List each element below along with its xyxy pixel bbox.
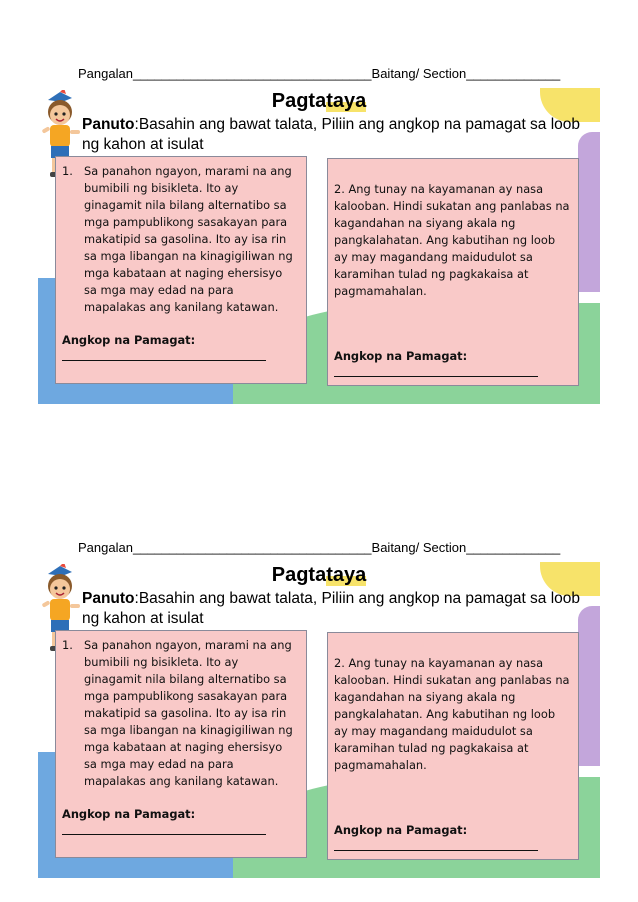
answer-blank-line[interactable]	[334, 839, 538, 851]
item-card-1	[55, 630, 307, 858]
worksheet-top	[0, 62, 638, 402]
instructions-label: Panuto	[82, 590, 135, 607]
answer-blank-line[interactable]	[62, 823, 266, 835]
name-section-line[interactable]: Pangalan_________________________________Baitang/ Section_____________	[78, 540, 561, 555]
purple-shape	[578, 132, 600, 292]
answer-blank-line[interactable]	[62, 349, 266, 361]
name-section-line[interactable]: Pangalan_________________________________Baitang/ Section_____________	[78, 66, 561, 81]
item-paragraph: 2. Ang tunay na kayamanan ay nasa kalooban. Hindi sukatan ang panlabas na kagandahan na siyang akala ng pangkalahatan. Ang kabutihan ng loob ay may magandang maidudulot sa karamihan tulad ng pagkakaisa at pagmamahalan.	[334, 182, 570, 298]
item-card-1	[55, 156, 307, 384]
page-title: Pagtataya	[271, 564, 367, 586]
instructions-text: Panuto:Basahin ang bawat talata, Piliin ang angkop na pamagat sa loob ng kahon at isulat	[82, 116, 581, 153]
item-number: 1.	[62, 638, 73, 652]
instructions-text: Panuto:Basahin ang bawat talata, Piliin ang angkop na pamagat sa loob ng kahon at isulat	[82, 590, 581, 627]
answer-blank-line[interactable]	[334, 365, 538, 377]
item-number: 1.	[62, 164, 73, 178]
item-paragraph: Sa panahon ngayon, marami na ang bumibili ng bisikleta. Ito ay ginagamit nila bilang alternatibo sa mga pampublikong sasakayan para makatipid sa gasolina. Ito ay isa rin sa mga libangan na kinagigiliwan ng mga kabataan at naging ehersisyo sa mga may edad na para mapalakas ang kanilang katawan.	[84, 164, 293, 314]
answer-label: Angkop na Pamagat:	[334, 823, 468, 837]
answer-label: Angkop na Pamagat:	[62, 807, 196, 821]
answer-label: Angkop na Pamagat:	[334, 349, 468, 363]
answer-label: Angkop na Pamagat:	[62, 333, 196, 347]
worksheet-bottom	[0, 536, 638, 876]
instructions-label: Panuto	[82, 116, 135, 133]
title-highlight: taya	[326, 90, 367, 112]
page-title: Pagtataya	[271, 90, 367, 112]
item-card-2	[327, 632, 579, 860]
item-paragraph: Sa panahon ngayon, marami na ang bumibili ng bisikleta. Ito ay ginagamit nila bilang alternatibo sa mga pampublikong sasakayan para makatipid sa gasolina. Ito ay isa rin sa mga libangan na kinagigiliwan ng mga kabataan at naging ehersisyo sa mga may edad na para mapalakas ang kanilang katawan.	[84, 638, 293, 788]
purple-shape	[578, 606, 600, 766]
title-highlight: taya	[326, 564, 367, 586]
item-card-2	[327, 158, 579, 386]
item-paragraph: 2. Ang tunay na kayamanan ay nasa kalooban. Hindi sukatan ang panlabas na kagandahan na siyang akala ng pangkalahatan. Ang kabutihan ng loob ay may magandang maidudulot sa karamihan tulad ng pagkakaisa at pagmamahalan.	[334, 656, 570, 772]
